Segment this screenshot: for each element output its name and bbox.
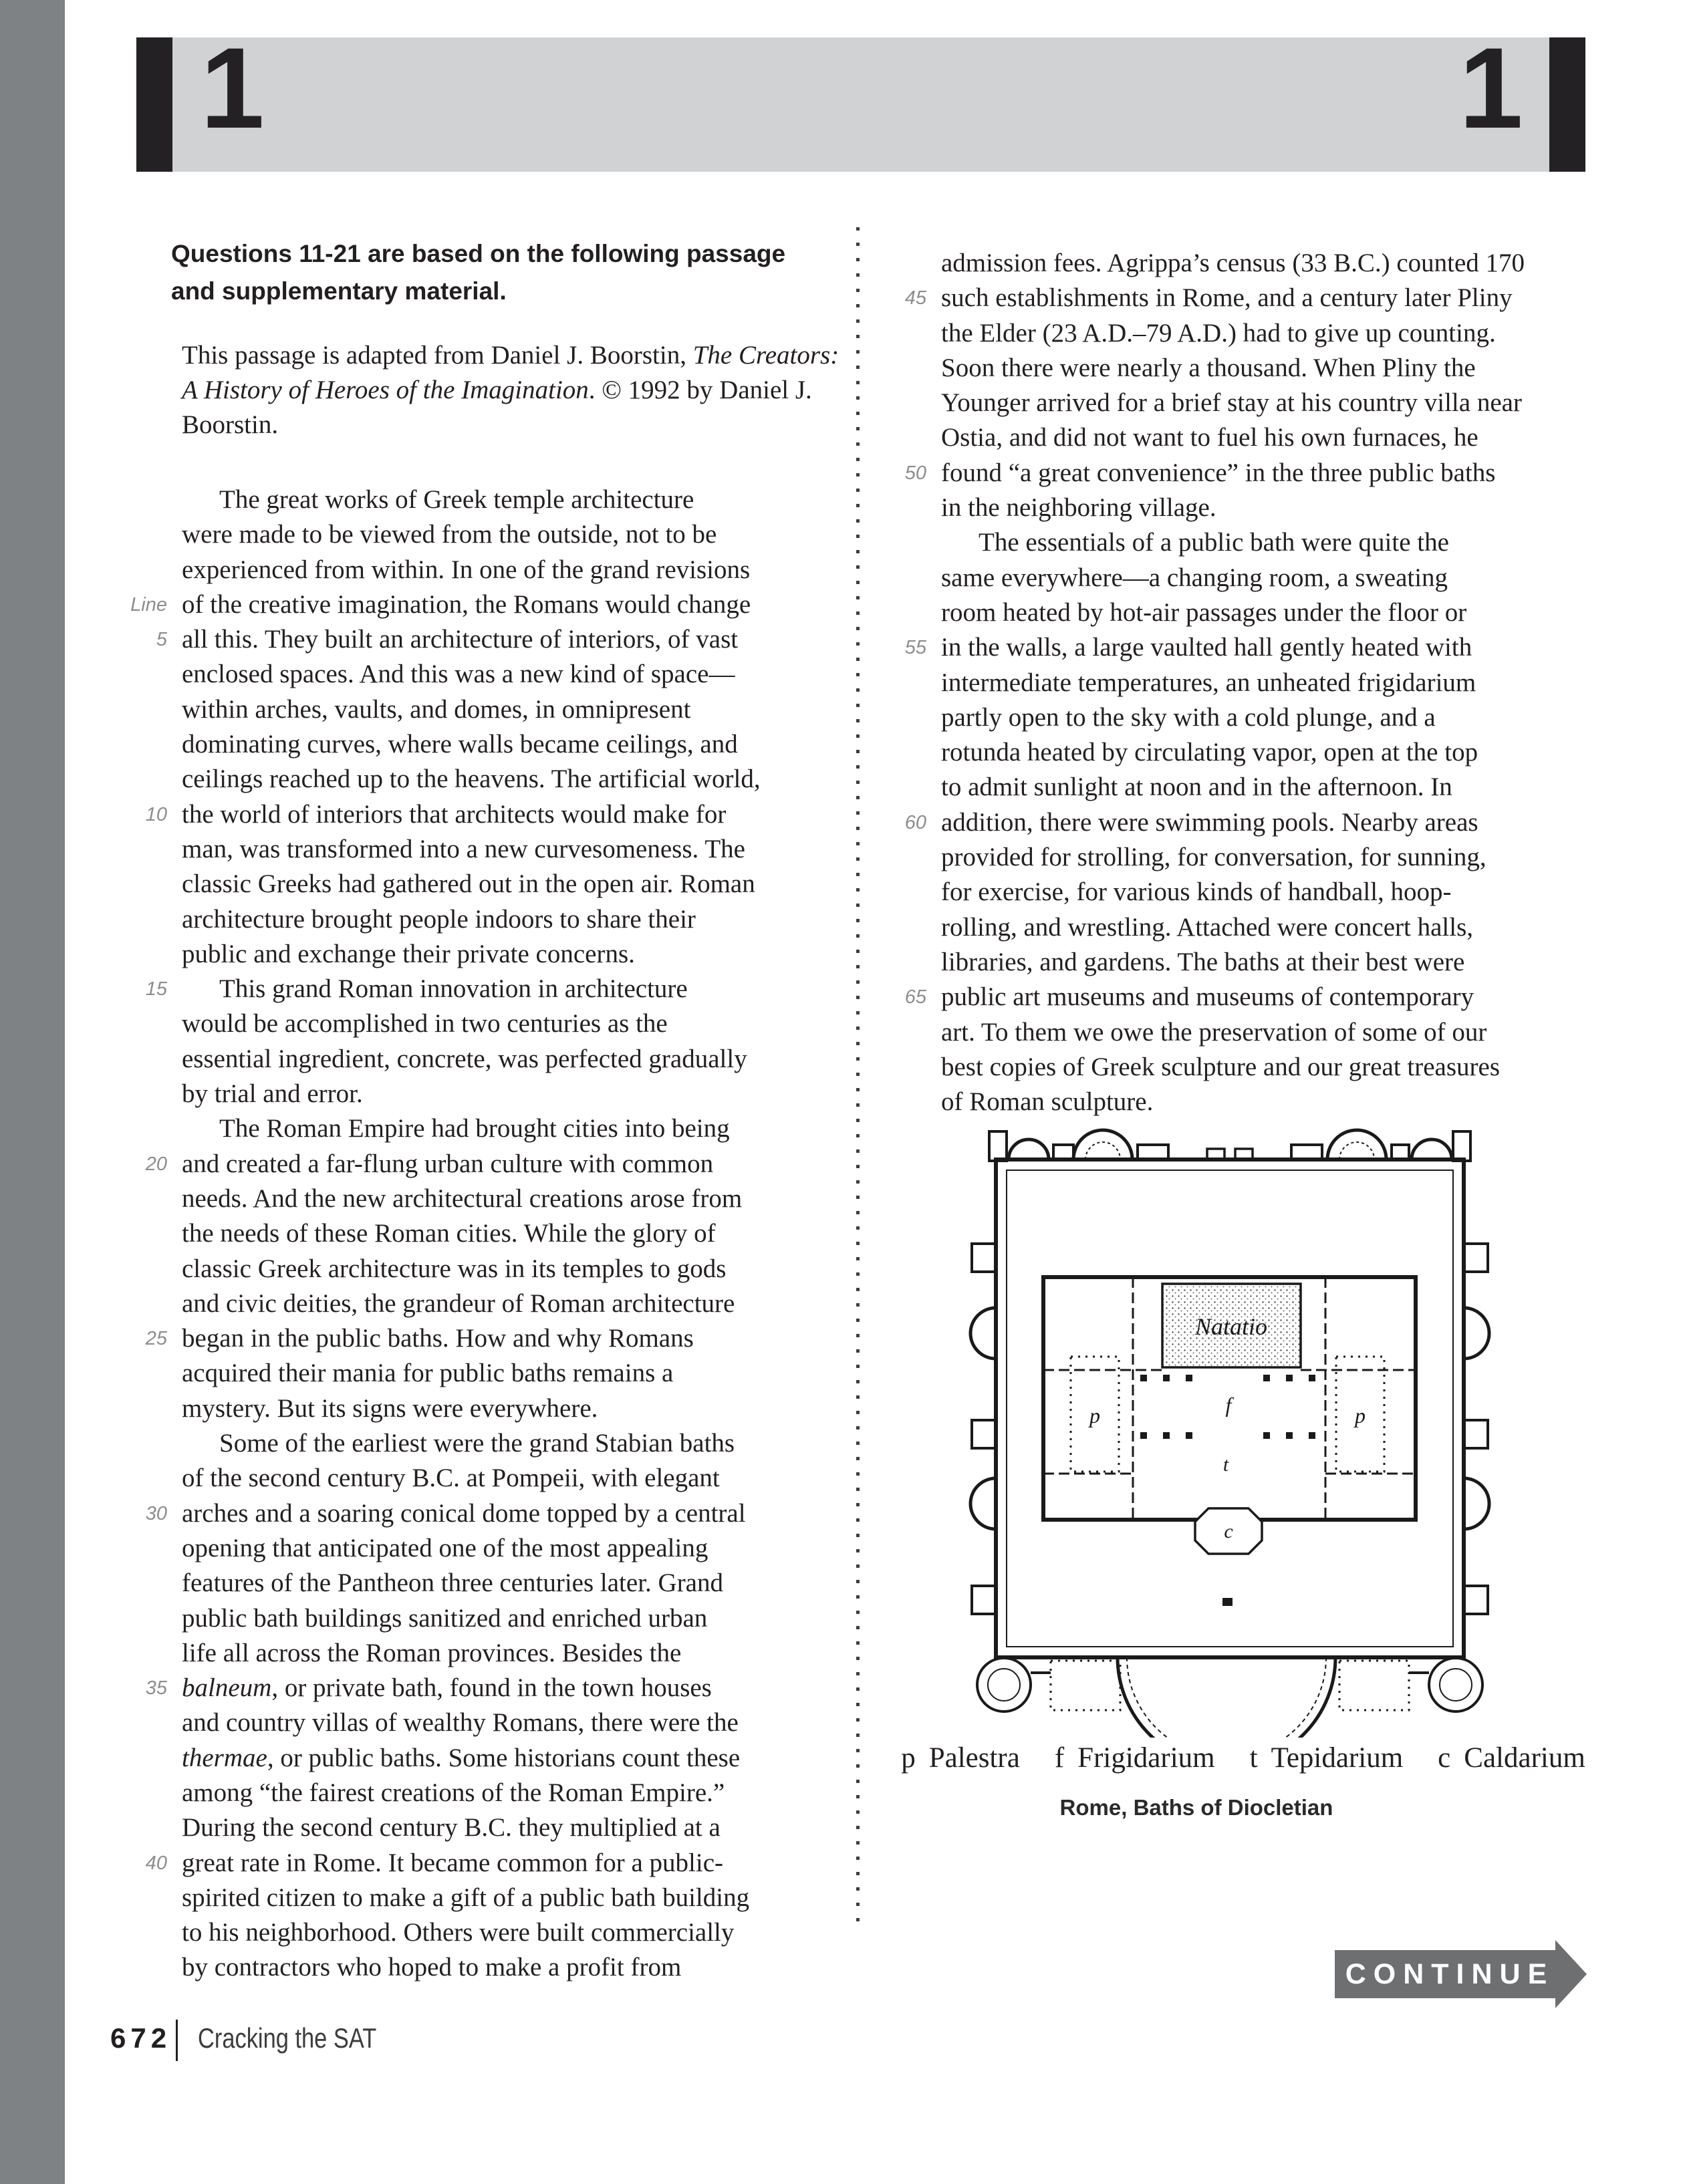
- passage-line: [145, 797, 810, 832]
- passage-line: [941, 246, 1569, 281]
- book-title: Cracking the SAT: [198, 2022, 377, 2054]
- passage-line: [904, 980, 1569, 1014]
- passage-line: [941, 561, 1569, 595]
- legend-label: Frigidarium: [1077, 1742, 1215, 1774]
- passage-line-text: for exercise, for various kinds of handball, hoop-: [941, 877, 1452, 907]
- legend-item: [1055, 1742, 1215, 1774]
- passage-line: [182, 1077, 810, 1111]
- passage-line-text: such establishments in Rome, and a century later Pliny: [941, 283, 1513, 313]
- passage-line-text: public art museums and museums of contemporary: [941, 982, 1474, 1012]
- passage-line-text: Soon there were nearly a thousand. When Pliny the: [941, 353, 1476, 382]
- line-number: 5: [156, 629, 167, 651]
- passage-line-text: dominating curves, where walls became ceilings, and: [182, 730, 738, 759]
- legend-label: Caldarium: [1464, 1742, 1585, 1774]
- passage-line: [182, 1601, 810, 1636]
- passage-line-text: room heated by hot-air passages under the floor or: [941, 597, 1467, 627]
- page-number: 672: [110, 2022, 172, 2054]
- passage-line-text: intermediate temperatures, an unheated frigidarium: [941, 668, 1476, 697]
- passage-line: [182, 867, 810, 902]
- passage-line-text: by trial and error.: [182, 1079, 363, 1109]
- passage-line: [941, 491, 1569, 525]
- passage-line: [182, 762, 810, 797]
- passage-line: [182, 1391, 810, 1426]
- passage-line: [145, 1321, 810, 1356]
- baths-floor-plan-drawing: [942, 1126, 1531, 1738]
- passage-line: [182, 408, 850, 442]
- passage-line: [941, 1085, 1569, 1119]
- line-number: Line: [130, 593, 167, 616]
- passage-line: [182, 1950, 810, 1985]
- line-number: 25: [145, 1328, 167, 1350]
- passage-line: [941, 910, 1569, 945]
- plan-label-frigidarium: f: [1225, 1393, 1232, 1417]
- passage-line: [941, 945, 1569, 980]
- passage-line: [182, 657, 810, 692]
- section-number-right: 1: [1459, 24, 1523, 152]
- passage-line-text: opening that anticipated one of the most appealing: [182, 1533, 708, 1562]
- continue-button[interactable]: [1335, 1950, 1555, 1998]
- passage-line: [941, 595, 1569, 630]
- passage-line: [182, 832, 810, 867]
- passage-line-text: best copies of Greek sculpture and our great treasures: [941, 1052, 1501, 1081]
- passage-line-text: the needs of these Roman cities. While the glory of: [182, 1219, 716, 1248]
- passage-line: [182, 483, 810, 517]
- passage-line: [182, 902, 810, 937]
- legend-item: [1250, 1742, 1404, 1774]
- passage-line-text: The great works of Greek temple architecture: [219, 485, 694, 514]
- passage-line: [941, 1050, 1569, 1085]
- passage-line-text: rolling, and wrestling. Attached were concert halls,: [941, 912, 1473, 942]
- passage-line: [182, 1356, 810, 1391]
- legend-label: Palestra: [928, 1742, 1020, 1774]
- passage-line-text: provided for strolling, for conversation, for sunning,: [941, 843, 1486, 872]
- passage-line: [941, 316, 1569, 351]
- passage-line-text: began in the public baths. How and why Romans: [182, 1324, 694, 1353]
- passage-line-text: This grand Roman innovation in architecture: [219, 974, 688, 1004]
- passage-line-text: ceilings reached up to the heavens. The artificial world,: [182, 765, 761, 794]
- plan-label-palestra-right: p: [1355, 1403, 1366, 1427]
- legend-item: [1438, 1742, 1585, 1774]
- line-number: 65: [904, 986, 926, 1008]
- passage-line: [182, 373, 850, 408]
- figure-caption: Rome, Baths of Diocletian: [1059, 1795, 1333, 1820]
- passage-line-text: partly open to the sky with a cold plunge, and a: [941, 702, 1436, 732]
- passage-line-text: to admit sunlight at noon and in the afternoon. In: [941, 773, 1452, 802]
- legend-key: f: [1054, 1742, 1065, 1774]
- passage-line: [941, 525, 1569, 560]
- passage-line-text: Younger arrived for a brief stay at his country villa near: [941, 388, 1522, 418]
- section-header-band: [172, 37, 1549, 172]
- passage-right-column: [904, 246, 1569, 1119]
- passage-line-text: experienced from within. In one of the grand revisions: [182, 555, 751, 584]
- passage-line: [182, 1111, 810, 1146]
- passage-line-text: libraries, and gardens. The baths at their best were: [941, 947, 1465, 976]
- passage-line-text: the Elder (23 A.D.–79 A.D.) had to give up counting.: [941, 318, 1496, 348]
- passage-line: [182, 553, 810, 587]
- line-number: 45: [904, 287, 926, 309]
- plan-label-natatio: Natatio: [1194, 1313, 1268, 1340]
- passage-line-text: needs. And the new architectural creations arose from: [182, 1184, 743, 1213]
- passage-line-text: among “the fairest creations of the Roman Empire.”: [182, 1778, 725, 1807]
- passage-line: [145, 1671, 810, 1705]
- passage-line-text: admission fees. Agrippa’s census (33 B.C.) counted 170: [941, 249, 1525, 277]
- passage-attribution: [182, 338, 850, 442]
- header-left-bar: [136, 37, 172, 172]
- passage-line-text: architecture brought people indoors to share their: [182, 904, 696, 934]
- passage-line: [182, 517, 810, 552]
- line-number: 60: [904, 811, 926, 833]
- line-number: 40: [145, 1852, 167, 1874]
- header-right-bar: [1549, 37, 1585, 172]
- passage-line-text: found “a great convenience” in the three public baths: [941, 458, 1496, 487]
- passage-line-text: Some of the earliest were the grand Stabian baths: [219, 1429, 735, 1458]
- legend-key: c: [1438, 1742, 1451, 1774]
- passage-line: [904, 805, 1569, 840]
- passage-line: [156, 622, 810, 657]
- passage-line-text: art. To them we owe the preservation of some of our: [941, 1017, 1487, 1047]
- passage-line-text: classic Greeks had gathered out in the open air. Roman: [182, 869, 755, 899]
- passage-line: [182, 1915, 810, 1950]
- passage-line-text: by contractors who hoped to make a profit from: [182, 1953, 682, 1982]
- passage-line: [182, 1182, 810, 1216]
- passage-line-text: During the second century B.C. they multiplied at a: [182, 1813, 721, 1842]
- passage-line-text: balneum, or private bath, found in the town houses: [182, 1673, 712, 1703]
- passage-line: [941, 666, 1569, 700]
- passage-line: [182, 1461, 810, 1496]
- line-number: 30: [145, 1502, 167, 1524]
- line-number: 55: [904, 637, 926, 659]
- passage-line-text: This passage is adapted from Daniel J. Boorstin, The Creators:: [182, 341, 839, 370]
- passage-left-column: [130, 483, 810, 1986]
- passage-line: [182, 1006, 810, 1041]
- passage-line: [182, 1705, 810, 1740]
- passage-line: [182, 1531, 810, 1566]
- footer-divider: [176, 2020, 178, 2061]
- plan-label-palestra-left: p: [1089, 1403, 1100, 1427]
- passage-line: [182, 692, 810, 727]
- passage-line: [941, 875, 1569, 910]
- passage-line-text: arches and a soaring conical dome topped by a central: [182, 1498, 746, 1528]
- passage-line: [182, 1881, 810, 1915]
- passage-line-text: of the creative imagination, the Romans would change: [182, 589, 751, 619]
- continue-arrow-icon: [1555, 1940, 1587, 2008]
- passage-line: [904, 456, 1569, 491]
- passage-line: [941, 735, 1569, 770]
- passage-line-text: The Roman Empire had brought cities into being: [219, 1114, 730, 1143]
- passage-line-text: life all across the Roman provinces. Besides the: [182, 1638, 682, 1667]
- passage-line-text: classic Greek architecture was in its temples to gods: [182, 1254, 727, 1283]
- legend-key: p: [901, 1742, 916, 1774]
- passage-line-text: were made to be viewed from the outside, not to be: [182, 520, 717, 549]
- passage-line-text: same everywhere—a changing room, a sweating: [941, 563, 1448, 592]
- line-number: 20: [145, 1153, 167, 1175]
- passage-line: [182, 1042, 810, 1077]
- baths-floor-plan-figure: [942, 1126, 1531, 1738]
- passage-line: [182, 937, 810, 972]
- passage-line-text: public bath buildings sanitized and enriched urban: [182, 1603, 708, 1633]
- passage-line-text: within arches, vaults, and domes, in omnipresent: [182, 694, 691, 724]
- passage-line: [904, 281, 1569, 315]
- passage-line: [182, 1252, 810, 1286]
- passage-line-text: thermae, or public baths. Some historians count these: [182, 1743, 741, 1772]
- passage-line: [941, 840, 1569, 875]
- passage-line-text: essential ingredient, concrete, was perfected gradually: [182, 1044, 747, 1073]
- continue-label: CONTINUE: [1345, 1957, 1555, 1990]
- passage-line: [145, 1846, 810, 1881]
- passage-line-text: acquired their mania for public baths remains a: [182, 1359, 674, 1388]
- passage-line-text: would be accomplished in two centuries as the: [182, 1009, 668, 1039]
- passage-line-text: public and exchange their private concerns.: [182, 939, 635, 968]
- passage-line: [182, 1776, 810, 1810]
- line-number: 10: [145, 803, 167, 825]
- passage-line-text: rotunda heated by circulating vapor, open at the top: [941, 738, 1478, 767]
- line-number: 50: [904, 462, 926, 484]
- passage-line-text: great rate in Rome. It became common for a public-: [182, 1848, 724, 1877]
- passage-line: [182, 338, 850, 373]
- line-number: 15: [145, 978, 167, 1000]
- passage-line-text: The essentials of a public bath were quite the: [979, 528, 1449, 557]
- passage-line: [941, 420, 1569, 455]
- passage-line: [182, 1566, 810, 1601]
- passage-line: [941, 1015, 1569, 1050]
- legend-key: t: [1249, 1742, 1258, 1774]
- passage-line-text: Boorstin.: [182, 410, 279, 439]
- passage-line-text: in the neighboring village.: [941, 493, 1216, 523]
- passage-line-text: man, was transformed into a new curvesomeness. The: [182, 834, 745, 863]
- plan-legend: [901, 1742, 1585, 1774]
- legend-item: [901, 1742, 1020, 1774]
- passage-line: [941, 351, 1569, 386]
- passage-heading-line1: Questions 11-21 are based on the following passage: [171, 240, 786, 267]
- passage-line-text: and country villas of wealthy Romans, there were the: [182, 1708, 739, 1738]
- passage-line: [941, 386, 1569, 420]
- plan-label-tepidarium: t: [1222, 1454, 1229, 1476]
- passage-line-text: and civic deities, the grandeur of Roman architecture: [182, 1288, 735, 1318]
- passage-line: [182, 1286, 810, 1321]
- passage-line-text: spirited citizen to make a gift of a public bath building: [182, 1883, 750, 1912]
- passage-line-text: and created a far-flung urban culture with common: [182, 1149, 714, 1178]
- passage-line-text: of Roman sculpture.: [941, 1087, 1154, 1117]
- passage-line: [145, 1147, 810, 1182]
- passage-line-text: enclosed spaces. And this was a new kind of space—: [182, 660, 735, 689]
- passage-line-text: in the walls, a large vaulted hall gently heated with: [941, 633, 1472, 662]
- legend-label: Tepidarium: [1271, 1742, 1404, 1774]
- passage-line: [130, 587, 810, 622]
- passage-line-text: of the second century B.C. at Pompeii, with elegant: [182, 1464, 720, 1493]
- passage-line: [182, 1741, 810, 1776]
- passage-line-text: Ostia, and did not want to fuel his own furnaces, he: [941, 423, 1478, 452]
- passage-line: [941, 770, 1569, 805]
- page-edge-strip: [0, 0, 65, 2184]
- passage-heading: [171, 235, 839, 310]
- passage-line: [145, 1496, 810, 1531]
- passage-line-text: features of the Pantheon three centuries later. Grand: [182, 1568, 723, 1598]
- passage-line-text: addition, there were swimming pools. Nearby areas: [941, 807, 1478, 837]
- passage-heading-line2: and supplementary material.: [171, 277, 507, 305]
- line-number: 35: [145, 1677, 167, 1699]
- passage-line-text: the world of interiors that architects would make for: [182, 799, 727, 829]
- passage-line: [182, 1426, 810, 1461]
- passage-line: [182, 1216, 810, 1251]
- passage-line-text: all this. They built an architecture of interiors, of vast: [182, 625, 739, 654]
- passage-line: [145, 972, 810, 1006]
- passage-line: [182, 1636, 810, 1671]
- column-divider: [856, 227, 860, 1928]
- passage-line: [941, 700, 1569, 735]
- plan-label-caldarium: c: [1224, 1520, 1233, 1542]
- passage-line-text: mystery. But its signs were everywhere.: [182, 1393, 598, 1423]
- passage-line-text: to his neighborhood. Others were built commercially: [182, 1918, 735, 1947]
- passage-line-text: A History of Heroes of the Imagination. © 1992 by Daniel J.: [182, 376, 812, 404]
- passage-line: [904, 630, 1569, 665]
- passage-line: [182, 727, 810, 762]
- section-number-left: 1: [201, 24, 265, 152]
- passage-line: [182, 1810, 810, 1845]
